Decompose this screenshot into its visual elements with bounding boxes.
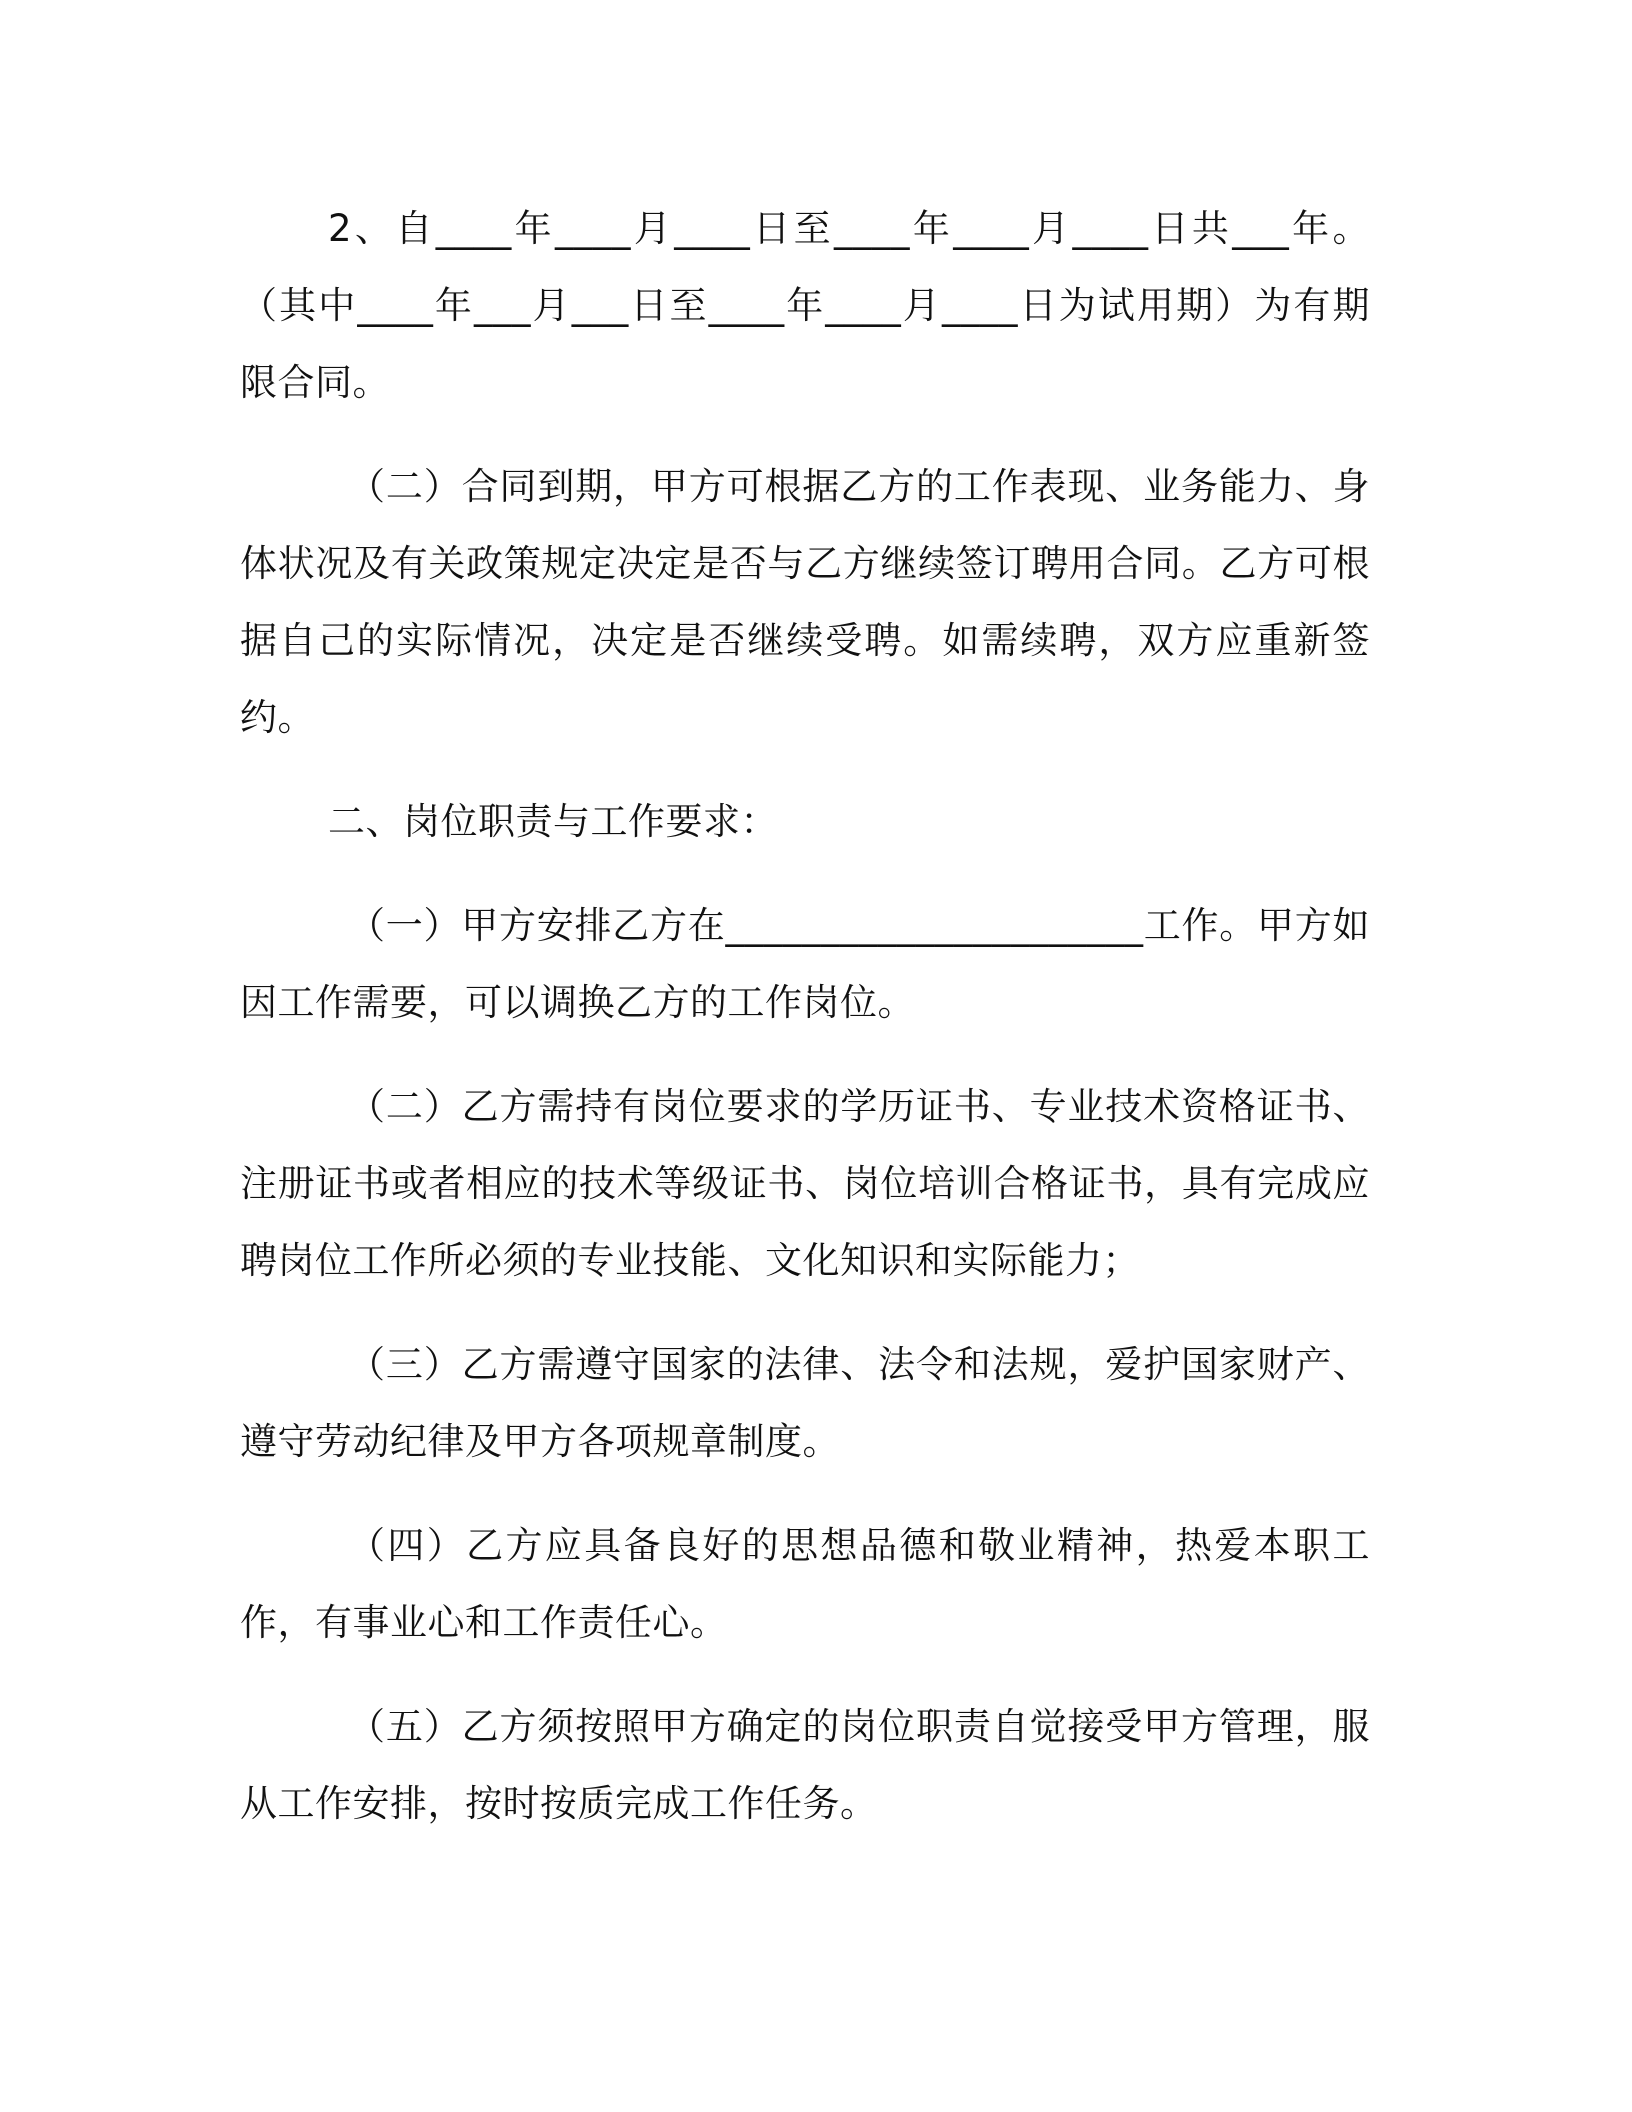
- section-heading-duties: 二、岗位职责与工作要求：: [328, 800, 778, 843]
- duty-item-4: （四）乙方应具备良好的思想品德和敬业精神，热爱本职工作，有事业心和工作责任心。: [240, 1524, 1370, 1644]
- duty-item-1: （一）甲方安排乙方在______________________工作。甲方如因工作需要，可以调换乙方的工作岗位。: [240, 904, 1370, 1024]
- duty-item-3: （三）乙方需遵守国家的法律、法令和法规，爱护国家财产、遵守劳动纪律及甲方各项规章制度。: [240, 1343, 1370, 1463]
- duty-item-5: （五）乙方须按照甲方确定的岗位职责自觉接受甲方管理，服从工作安排，按时按质完成工作任务。: [240, 1705, 1370, 1825]
- duty-item-2: （二）乙方需持有岗位要求的学历证书、专业技术资格证书、注册证书或者相应的技术等级证书、岗位培训合格证书，具有完成应聘岗位工作所必须的专业技能、文化知识和实际能力；: [240, 1085, 1370, 1282]
- contract-renewal-paragraph: （二）合同到期，甲方可根据乙方的工作表现、业务能力、身体状况及有关政策规定决定是否与乙方继续签订聘用合同。乙方可根据自己的实际情况，决定是否继续受聘。如需续聘，双方应重新签约。: [240, 465, 1370, 739]
- document-body: [240, 190, 1370, 1869]
- contract-term-paragraph: 2、自____年____月____日至____年____月____日共___年。（其中____年___月___日至____年____月____日为试用期）为有期限合同。: [240, 207, 1370, 404]
